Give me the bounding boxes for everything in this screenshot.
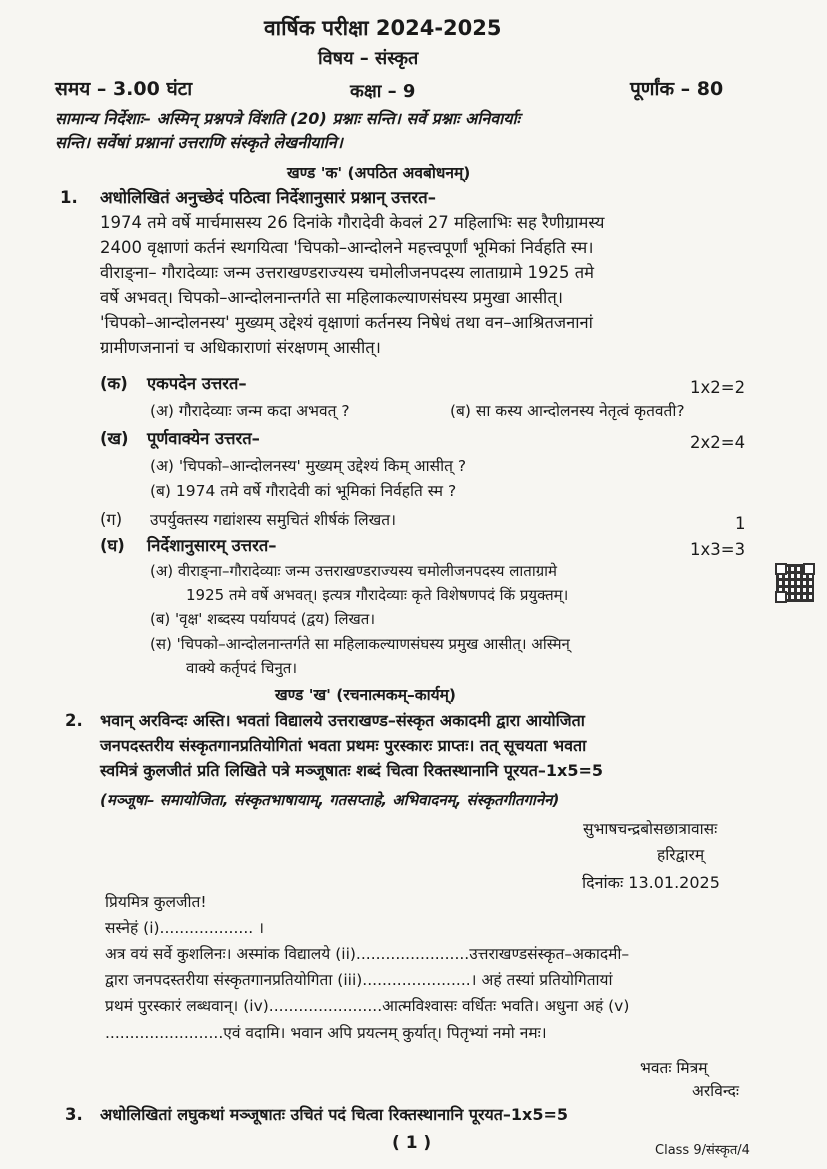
page-number: ( 1 )	[392, 1133, 432, 1153]
time-label: समय – 3.00 घंटा	[55, 78, 193, 100]
letter-closing-2: अरविन्दः	[692, 1082, 739, 1100]
subq-gha-marks: 1x3=3	[690, 540, 746, 559]
subq-ka-a: (अ) गौरादेव्याः जन्म कदा अभवत् ?	[150, 402, 350, 420]
subq-kha-marks: 2x2=4	[690, 433, 746, 452]
exam-title: वार्षिक परीक्षा 2024-2025	[264, 16, 502, 40]
passage-line: ग्रामीणजनानां च अधिकाराणां संरक्षणम् आसीत्।	[100, 338, 381, 357]
q1-number: 1.	[60, 188, 78, 207]
subq-ka-marks: 1x2=2	[690, 378, 746, 397]
subq-ka-b: (ब) सा कस्य आन्दोलनस्य नेतृत्वं कृतवती?	[450, 402, 685, 420]
passage-line: वर्षे अभवत्। चिपको–आन्दोलनान्तर्गते सा महिलाकल्याणसंघस्य प्रमुखा आसीत्।	[100, 288, 563, 307]
instruction-line-1: सामान्य निर्देशाः– अस्मिन् प्रश्नपत्रे विंशति (20) प्रश्नाः सन्ति। सर्वे प्रश्नाः अनिवार्याः	[55, 109, 520, 128]
passage-line: वीराङ्ना– गौरादेव्याः जन्म उत्तराखण्डराज्यस्य चमोलीजनपदस्य लाताग्रामे 1925 तमे	[100, 263, 594, 282]
q3-text: अधोलिखितां लघुकथां मञ्जूषातः उचितं पदं चित्वा रिक्तस्थानानि पूरयत–1x5=5	[100, 1105, 569, 1124]
instruction-line-2: सन्ति। सर्वेषां प्रश्नानां उत्तराणि संस्कृते लेखनीयानि।	[55, 133, 343, 152]
q2-word-box: (मञ्जूषा– समायोजिता, संस्कृतभाषायाम्, गतसप्ताहे, अभिवादनम्, संस्कृतगीतगानेन)	[100, 791, 560, 809]
letter-address-line-2: हरिद्वारम्	[657, 846, 705, 864]
letter-line: प्रथमं पुरस्कारं लब्धवान्। (iv).......................आत्मविश्वासः वर्धितः भवति। अधुना अहं (v)	[105, 997, 630, 1015]
letter-date: दिनांकः 13.01.2025	[582, 873, 720, 892]
letter-closing-1: भवतः मित्रम्	[640, 1059, 708, 1077]
letter-line: अत्र वयं सर्वे कुशलिनः। अस्मांक विद्यालये (ii).......................उत्तराखण्डसंस्कृत–अकादमी–	[105, 945, 630, 963]
subq-gha-label: (घ)	[100, 536, 125, 555]
subq-ga-text: उपर्युक्तस्य गद्यांशस्य समुचितं शीर्षकं लिखत।	[150, 511, 396, 529]
q3-number: 3.	[65, 1105, 83, 1124]
letter-address-line-1: सुभाषचन्द्रबोसछात्रावासः	[583, 820, 718, 838]
section-a-title: खण्ड 'क' (अपठित अवबोधनम्)	[287, 164, 471, 182]
q1-instruction: अधोलिखितं अनुच्छेदं पठित्वा निर्देशानुसारं प्रश्नान् उत्तरत–	[100, 188, 436, 207]
letter-line: सस्नेहं (i)................... ।	[105, 919, 264, 937]
subq-ga-label: (ग)	[100, 510, 123, 529]
letter-salutation: प्रियमित्र कुलजीत!	[105, 893, 207, 911]
passage-line: 1974 तमे वर्षे मार्चमासस्य 26 दिनांके गौरादेवी केवलं 27 महिलाभिः सह रैणीग्रामस्य	[100, 213, 605, 232]
subq-ka-title: एकपदेन उत्तरत–	[147, 374, 247, 393]
letter-line: ........................एवं वदामि। भवान अपि प्रयत्नम् कुर्यात्। पितृभ्यां नमो नमः।	[105, 1024, 547, 1042]
subq-ka-label: (क)	[100, 374, 128, 393]
subq-gha-a-line2: 1925 तमे वर्षे अभवत्। इत्यत्र गौरादेव्याः कृते विशेषणपदं किं प्रयुक्तम्।	[186, 586, 569, 604]
subject-heading: विषय – संस्कृत	[318, 48, 419, 69]
section-b-title: खण्ड 'ख' (रचनात्मकम्–कार्यम्)	[275, 686, 456, 704]
q2-line: जनपदस्तरीय संस्कृतगानप्रतियोगितां भवता प्रथमः पुरस्कारः प्राप्तः। तत् सूचयता भवता	[100, 736, 587, 755]
qr-code	[776, 564, 814, 602]
subq-kha-a: (अ) 'चिपको–आन्दोलनस्य' मुख्यम् उद्देश्यं किम् आसीत् ?	[150, 457, 467, 475]
paper-code: Class 9/संस्कृत/4	[655, 1143, 750, 1158]
passage-line: 'चिपको–आन्दोलनस्य' मुख्यम् उद्देश्यं वृक्षाणां कर्तनस्य निषेधं तथा वन–आश्रितजनानां	[100, 313, 593, 332]
passage-line: 2400 वृक्षाणां कर्तनं स्थगयित्वा 'चिपको–आन्दोलने महत्त्वपूर्णां भूमिकां निर्वहति स्म।	[100, 238, 594, 257]
subq-gha-title: निर्देशानुसारम् उत्तरत–	[147, 536, 277, 555]
subq-kha-label: (ख)	[100, 429, 129, 448]
subq-kha-title: पूर्णवाक्येन उत्तरत–	[147, 429, 260, 448]
q2-number: 2.	[65, 711, 83, 730]
subq-gha-c-line1: (स) 'चिपको–आन्दोलनान्तर्गते सा महिलाकल्याणसंघस्य प्रमुख आसीत्। अस्मिन्	[150, 635, 570, 653]
subq-gha-c-line2: वाक्ये कर्तृपदं चिनुत।	[186, 659, 298, 677]
q2-line: भवान् अरविन्दः अस्ति। भवतां विद्यालये उत्तराखण्ड–संस्कृत अकादमी द्वारा आयोजिता	[100, 711, 585, 730]
class-label: कक्षा – 9	[350, 81, 416, 102]
subq-gha-a-line1: (अ) वीराङ्ना–गौरादेव्याः जन्म उत्तराखण्डराज्यस्य चमोलीजनपदस्य लाताग्रामे	[150, 562, 558, 580]
subq-kha-b: (ब) 1974 तमे वर्षे गौरादेवी कां भूमिकां निर्वहति स्म ?	[150, 482, 457, 500]
letter-line: द्वारा जनपदस्तरीया संस्कृतगानप्रतियोगिता (iii)......................। अहं तस्यां प्रतियोगितायां	[105, 971, 613, 989]
max-marks-label: पूर्णांक – 80	[630, 78, 724, 100]
subq-gha-b: (ब) 'वृक्ष' शब्दस्य पर्यायपदं (द्वय) लिखत।	[150, 610, 376, 628]
subq-ga-marks: 1	[735, 514, 746, 533]
q2-line: स्वमित्रं कुलजीतं प्रति लिखिते पत्रे मञ्जूषातः शब्दं चित्वा रिक्तस्थानानि पूरयत–1x5=5	[100, 761, 604, 780]
